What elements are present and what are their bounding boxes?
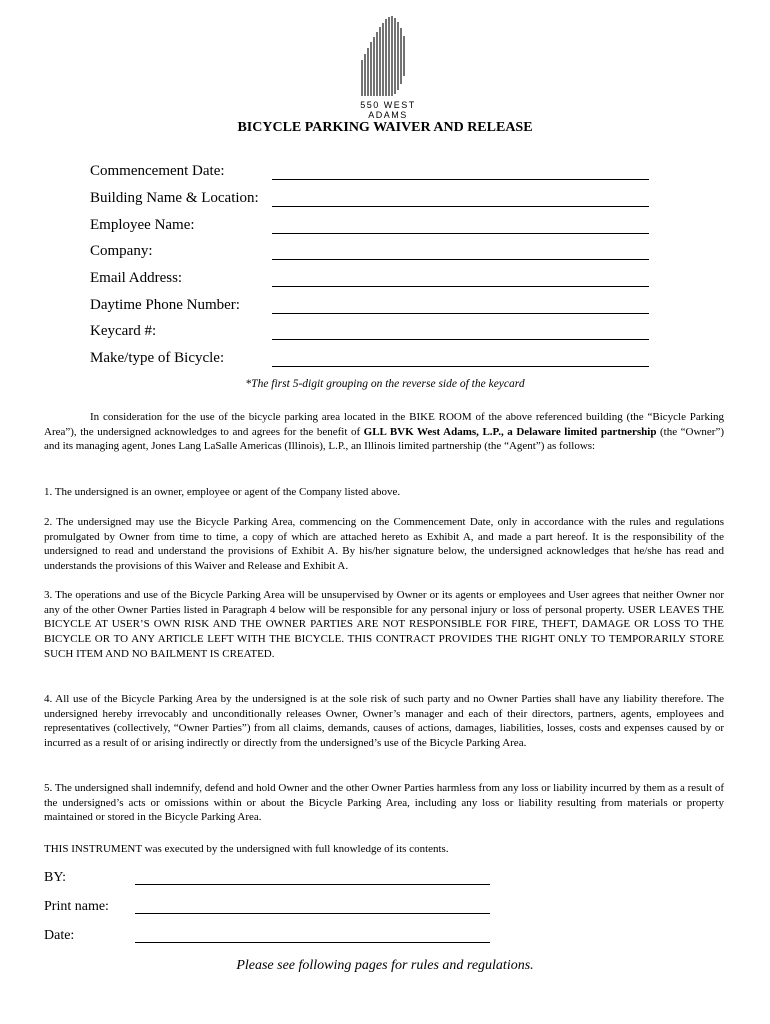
clause-3: 3. The operations and use of the Bicycle Parking Area will be unsupervised by Owner or its agents or employees and User agrees that neither Owner nor any of the other Owner Parties listed in Paragraph 4 below will be responsible for any personal injury or loss of personal property. USER LEAVES THE BICYCLE AT USER’S OWN RISK AND THE OWNER PARTIES ARE NOT RESPONSIBLE FOR FIRE, THEFT, DAMAGE OR LOSS TO THE BICYCLE OR TO ANY ARTICLE LEFT WITH THE BICYCLE. THIS CONTRACT PROVIDES THE RIGHT ONLY TO TEMPORARILY STORE SUCH ITEM AND NO BAILMENT IS CREATED.: [44, 589, 724, 660]
intro-text-2: (the “Owner”) and its managing agent, Jones Lang LaSalle Americas (Illinois), L.P., an Illinois limited partnership (the “Agent”) as follows:: [44, 425, 724, 453]
clause-5: 5. The undersigned shall indemnify, defend and hold Owner and the other Owner Parties harmless from any loss or liability incurred by them as a result of the undersigned’s acts or omissions within or about the Bicycle Parking Area, including any loss or liability resulting from materials or property maintained or stored in the Bicycle Parking Area.: [44, 782, 724, 824]
employee-name-field: [90, 217, 650, 239]
field-label: Print name:: [44, 899, 109, 914]
clause-1: 1. The undersigned is an owner, employee or agent of the Company listed above.: [44, 486, 401, 498]
footer-note: Please see following pages for rules and regulations.: [236, 958, 534, 973]
employee-name-input-line[interactable]: [272, 233, 649, 234]
field-label: Keycard #:: [90, 323, 157, 339]
signature-input-line[interactable]: [135, 884, 490, 885]
bicycle-type-input-line[interactable]: [272, 366, 649, 367]
bicycle-type-field: [90, 350, 650, 372]
company-input-line[interactable]: [272, 259, 649, 260]
field-label: Date:: [44, 928, 75, 943]
building-logo: [350, 16, 430, 120]
daytime-phone-field: [90, 297, 650, 319]
email-address-input-line[interactable]: [272, 286, 649, 287]
commencement-date-field: [90, 163, 650, 185]
field-label: Make/type of Bicycle:: [90, 350, 225, 366]
print-name-field: [44, 899, 494, 921]
logo-text: 550 WEST ADAMS: [360, 100, 416, 120]
print-name-input-line[interactable]: [135, 913, 490, 914]
field-label: Employee Name:: [90, 217, 195, 233]
intro-text-1: In consideration for the use of the bicycle parking area located in the BIKE ROOM of the above referenced building (the “Bicycle Parking Area”), the undersigned acknowledges to and agrees for the benefit of: [44, 411, 724, 438]
date-field: [44, 928, 494, 950]
execution-statement: THIS INSTRUMENT was executed by the undersigned with full knowledge of its contents.: [44, 843, 449, 855]
field-label: Commencement Date:: [90, 163, 225, 179]
commencement-date-input-line[interactable]: [272, 179, 649, 180]
owner-name: GLL BVK West Adams, L.P., a Delaware limited partnership: [363, 425, 657, 438]
clause-4: 4. All use of the Bicycle Parking Area by the undersigned is at the sole risk of such party and no Owner Parties shall have any liability therefore. The undersigned hereby irrevocably and unconditionally releases Owner, Owner’s manager and each of their directors, partners, agents, employees and representatives (collectively, “Owner Parties”) from all claims, demands, causes of actions, damages, liabilities, losses, costs and expenses caused by or incurred as a result of or arising indirectly or directly from the undersigned’s use of the Bicycle Parking Area.: [44, 693, 724, 750]
building-logo-icon: [358, 16, 418, 96]
intro-paragraph: [44, 410, 724, 454]
company-field: [90, 243, 650, 265]
signature-by-field: [44, 870, 494, 892]
field-label: BY:: [44, 870, 67, 885]
date-input-line[interactable]: [135, 942, 490, 943]
keycard-field: [90, 323, 650, 345]
clause-2: 2. The undersigned may use the Bicycle Parking Area, commencing on the Commencement Date, only in accordance with the rules and regulations promulgated by Owner from time to time, a copy of which are attached hereto as Exhibit A, and made a part hereof. It is the responsibility of the undersigned to read and understand the provisions of Exhibit A. By his/her signature below, the undersigned acknowledges that he/she has read and understands the provisions of this Waiver and Release and Exhibit A.: [44, 516, 724, 573]
field-label: Building Name & Location:: [90, 190, 259, 206]
page-title: BICYCLE PARKING WAIVER AND RELEASE: [237, 120, 533, 135]
field-label: Daytime Phone Number:: [90, 297, 240, 313]
email-address-field: [90, 270, 650, 292]
keycard-note: *The first 5-digit grouping on the reverse side of the keycard: [245, 378, 525, 390]
building-name-field: [90, 190, 650, 212]
daytime-phone-input-line[interactable]: [272, 313, 649, 314]
field-label: Company:: [90, 243, 153, 259]
building-name-input-line[interactable]: [272, 206, 649, 207]
field-label: Email Address:: [90, 270, 183, 286]
keycard-input-line[interactable]: [272, 339, 649, 340]
